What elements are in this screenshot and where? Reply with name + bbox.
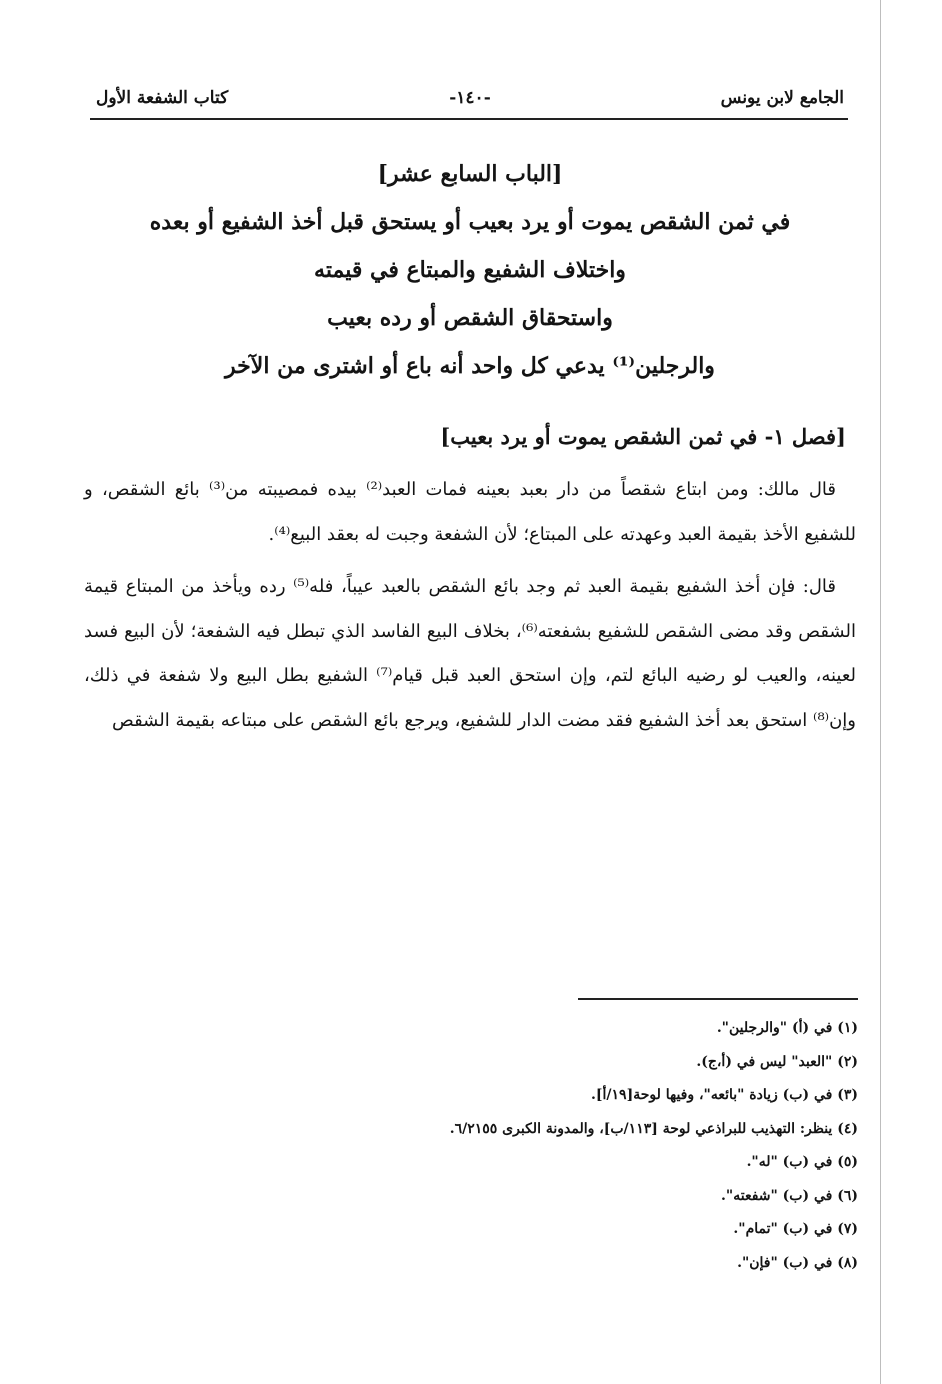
footnote-3: (٣) في (ب) زيادة "بائعه"، وفيها لوحة[١٩/أ]. [591,1087,858,1103]
running-header [92,86,848,116]
footnote-4: (٤) ينظر: التهذيب للبراذعي لوحة [١١٣/ب]، والمدونة الكبرى ٦/٢١٥٥. [449,1120,858,1137]
header-divider [90,118,848,120]
section-heading: [فصل ١- في ثمن الشقص يموت أو يرد بعيب] [440,424,846,449]
chapter-title-line-1: في ثمن الشقص يموت أو يرد بعيب أو يستحق قبل أخذ الشفيع أو بعده [149,209,791,235]
footnote-1: (١) في (أ) "والرجلين". [716,1020,858,1036]
chapter-title-line-2: واختلاف الشفيع والمبتاع في قيمته [314,257,626,283]
footnote-6: (٦) في (ب) "شفعته". [721,1187,858,1204]
body-paragraph-1: قال مالك: ومن ابتاع شقصاً من دار بعبد بعينه فمات العبد⁽²⁾ بيده فمصيبته من⁽³⁾ بائع الشقص، و للشفيع الأخذ بقيمة العبد وعهدته على المبتاع؛ لأن الشفعة وجبت له بعقد البيع⁽⁴⁾. [84,479,856,545]
chapter-title: كتاب الشفعة الأول [96,88,229,108]
footnote-5: (٥) في (ب) "له". [746,1154,858,1170]
footnote-7: (٧) في (ب) "تمام". [733,1221,858,1237]
scan-edge-line [880,0,881,1384]
chapter-title-block [100,150,840,390]
footnote-8: (٨) في (ب) "فإن". [737,1254,858,1271]
footnote-divider [578,998,858,1000]
body-paragraph-2: قال: فإن أخذ الشفيع بقيمة العبد ثم وجد بائع الشقص بالعبد عيباً، فله⁽⁵⁾ رده ويأخذ من المبتاع قيمة الشقص وقد مضى الشقص للشفيع بشفعته⁽⁶⁾، بخلاف البيع الفاسد الذي تبطل فيه الشفعة؛ لأن البيع فسد لعينه، والعيب لو رضيه البائع لتم، وإن استحق العبد قبل قيام⁽⁷⁾ الشفيع بطل البيع ولا شفعة في ذلك، وإن⁽⁸⁾ استحق بعد أخذ الشفيع فقد مضت الدار للشفيع، ويرجع بائع الشقص على مبتاعه بقيمة الشقص [84,576,856,731]
body-text [84,468,856,743]
footnote-2: (٢) "العبد" ليس في (أ،ج). [696,1053,858,1070]
chapter-title-line-4: والرجلين⁽¹⁾ يدعي كل واحد أنه باع أو اشترى من الآخر [225,353,715,379]
chapter-number: [الباب السابع عشر] [377,161,563,187]
footnotes [298,1012,858,1280]
chapter-title-line-3: واستحقاق الشقص أو رده بعيب [327,305,613,331]
book-title: الجامع لابن يونس [720,88,844,108]
page-number: -١٤٠- [449,88,491,108]
